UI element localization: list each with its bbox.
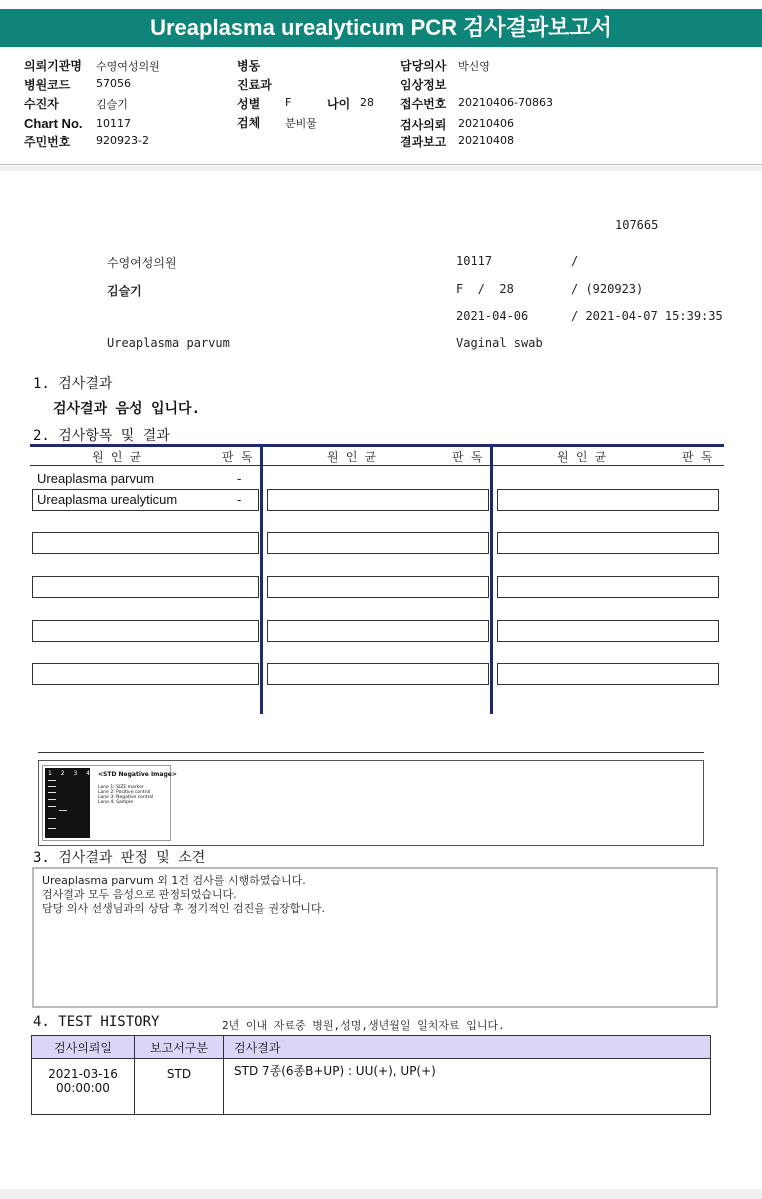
result-cell xyxy=(32,532,259,554)
chart-number: 10117 xyxy=(456,254,493,268)
lane-number: 2 xyxy=(60,770,65,777)
lane-number: 3 xyxy=(73,770,78,777)
report-number: 107665 xyxy=(615,218,659,232)
header-value: 10117 xyxy=(96,117,131,130)
band xyxy=(48,818,56,819)
band xyxy=(48,799,56,800)
comment-line: 검사결과 모두 음성으로 판정되었습니다. xyxy=(42,888,237,901)
result-cell xyxy=(32,663,259,685)
header-label: 주민번호 xyxy=(24,135,71,149)
header-value: F xyxy=(285,96,292,109)
comment-line: 담당 의사 선생님과의 상담 후 정기적인 검진을 권장합니다. xyxy=(42,902,325,915)
table-row xyxy=(32,1059,711,1115)
header-value: 박신영 xyxy=(458,60,490,73)
section1-result: 검사결과 음성 입니다. xyxy=(53,401,201,417)
history-note: 2년 이내 자료중 병원,성명,생년월일 일치자료 입니다. xyxy=(222,1019,505,1032)
result-cell xyxy=(497,489,719,511)
band xyxy=(48,828,56,829)
header-rule xyxy=(30,465,724,466)
report-datetime: / 2021-04-07 15:39:35 xyxy=(571,309,723,323)
band xyxy=(48,792,56,793)
header-label: 병동 xyxy=(237,59,261,73)
result-cell xyxy=(497,532,719,554)
result-cell xyxy=(267,576,489,598)
result-cell xyxy=(32,620,259,642)
header-label: 임상정보 xyxy=(400,78,447,92)
gel-legend xyxy=(98,785,153,805)
band xyxy=(59,810,67,811)
header-value: 920923-2 xyxy=(96,134,149,147)
hospital-name: 수영여성의원 xyxy=(107,256,177,270)
history-result: STD 7종(6종B+UP) : UU(+), UP(+) xyxy=(224,1059,711,1115)
history-date: 2021-03-16 xyxy=(48,1067,118,1081)
column-divider xyxy=(260,444,263,714)
section4-title: 4. TEST HISTORY xyxy=(33,1014,160,1030)
table-top-rule xyxy=(30,444,724,447)
history-header: 검사결과 xyxy=(224,1036,711,1059)
result-cell xyxy=(497,663,719,685)
header-value: 수영여성의원 xyxy=(96,60,160,73)
divider xyxy=(38,752,704,753)
header-label: 진료과 xyxy=(237,78,272,92)
result-cell xyxy=(497,576,719,598)
gel-legend-item: Lane 1: SIZE marker xyxy=(98,785,144,790)
header-label: 수진자 xyxy=(24,97,59,111)
item-result: - xyxy=(237,492,242,507)
column-divider xyxy=(490,444,493,714)
band xyxy=(48,806,56,807)
result-cell xyxy=(267,620,489,642)
result-cell xyxy=(267,489,489,511)
gel-lanes xyxy=(45,768,90,838)
header-label: 담당의사 xyxy=(400,59,447,73)
separator: / xyxy=(571,254,579,268)
header-label: 병원코드 xyxy=(24,78,71,92)
col-header-result: 판 독 xyxy=(222,450,253,464)
lane-numbers xyxy=(48,770,90,777)
header-value: 20210408 xyxy=(458,134,514,147)
item-result: - xyxy=(237,471,242,486)
col-header-result: 판 독 xyxy=(682,450,713,464)
result-cell xyxy=(267,663,489,685)
comment-line: Ureaplasma parvum 외 1건 검사를 시행하였습니다. xyxy=(42,874,306,887)
history-header-row xyxy=(32,1036,711,1059)
col-header-organism: 원 인 균 xyxy=(557,450,607,464)
header-value: 57056 xyxy=(96,77,131,90)
history-date-cell xyxy=(32,1059,135,1115)
item-name: Ureaplasma urealyticum xyxy=(37,492,178,507)
header-label: 나이 xyxy=(327,97,351,111)
section3-title: 3. 검사결과 판정 및 소견 xyxy=(33,850,206,866)
test-name: Ureaplasma parvum xyxy=(107,336,230,350)
footer-bar xyxy=(0,1189,762,1199)
item-name: Ureaplasma parvum xyxy=(37,471,155,486)
birth-date: / (920923) xyxy=(571,282,644,296)
header-label: 의뢰기관명 xyxy=(24,59,82,73)
report-title: Ureaplasma urealyticum PCR 검사결과보고서 xyxy=(0,9,762,47)
header-label: 접수번호 xyxy=(400,97,447,111)
result-cell xyxy=(497,620,719,642)
gel-legend-item: Lane 4: Sample xyxy=(98,800,133,805)
specimen: Vaginal swab xyxy=(456,336,543,350)
header-value: 28 xyxy=(360,96,374,109)
header-value: 20210406 xyxy=(458,117,514,130)
request-date: 2021-04-06 xyxy=(456,309,529,323)
col-header-organism: 원 인 균 xyxy=(92,450,142,464)
header-label: 검사의뢰 xyxy=(400,118,447,132)
sex-age: F / 28 xyxy=(456,282,514,296)
header-label: Chart No. xyxy=(24,116,83,131)
header-label: 결과보고 xyxy=(400,135,447,149)
gel-legend-item: Lane 2: Positive control xyxy=(98,790,151,795)
header-label: 검체 xyxy=(237,116,261,130)
lane-number: 4 xyxy=(86,770,90,777)
band xyxy=(48,786,56,787)
history-header: 검사의뢰일 xyxy=(32,1036,135,1059)
history-time: 00:00:00 xyxy=(56,1081,110,1095)
comment-text xyxy=(42,874,325,916)
header-value: 분비물 xyxy=(285,117,317,130)
section2-title: 2. 검사항목 및 결과 xyxy=(33,428,170,444)
gel-legend-item: Lane 3: Negative control xyxy=(98,795,154,800)
patient-name: 김슬기 xyxy=(107,284,142,298)
col-header-organism: 원 인 균 xyxy=(327,450,377,464)
header-label: 성별 xyxy=(237,97,261,111)
divider xyxy=(0,164,762,165)
divider xyxy=(0,166,762,171)
col-header-result: 판 독 xyxy=(452,450,483,464)
section1-title: 1. 검사결과 xyxy=(33,376,113,392)
lane-number: 1 xyxy=(48,770,52,777)
band xyxy=(48,780,56,781)
history-table xyxy=(31,1035,711,1115)
history-type: STD xyxy=(135,1059,224,1115)
history-header: 보고서구분 xyxy=(135,1036,224,1059)
header-value: 김슬기 xyxy=(96,98,128,111)
header-value: 20210406-70863 xyxy=(458,96,553,109)
result-cell xyxy=(32,576,259,598)
gel-title: <STD Negative Image> xyxy=(98,771,177,778)
result-cell xyxy=(267,532,489,554)
